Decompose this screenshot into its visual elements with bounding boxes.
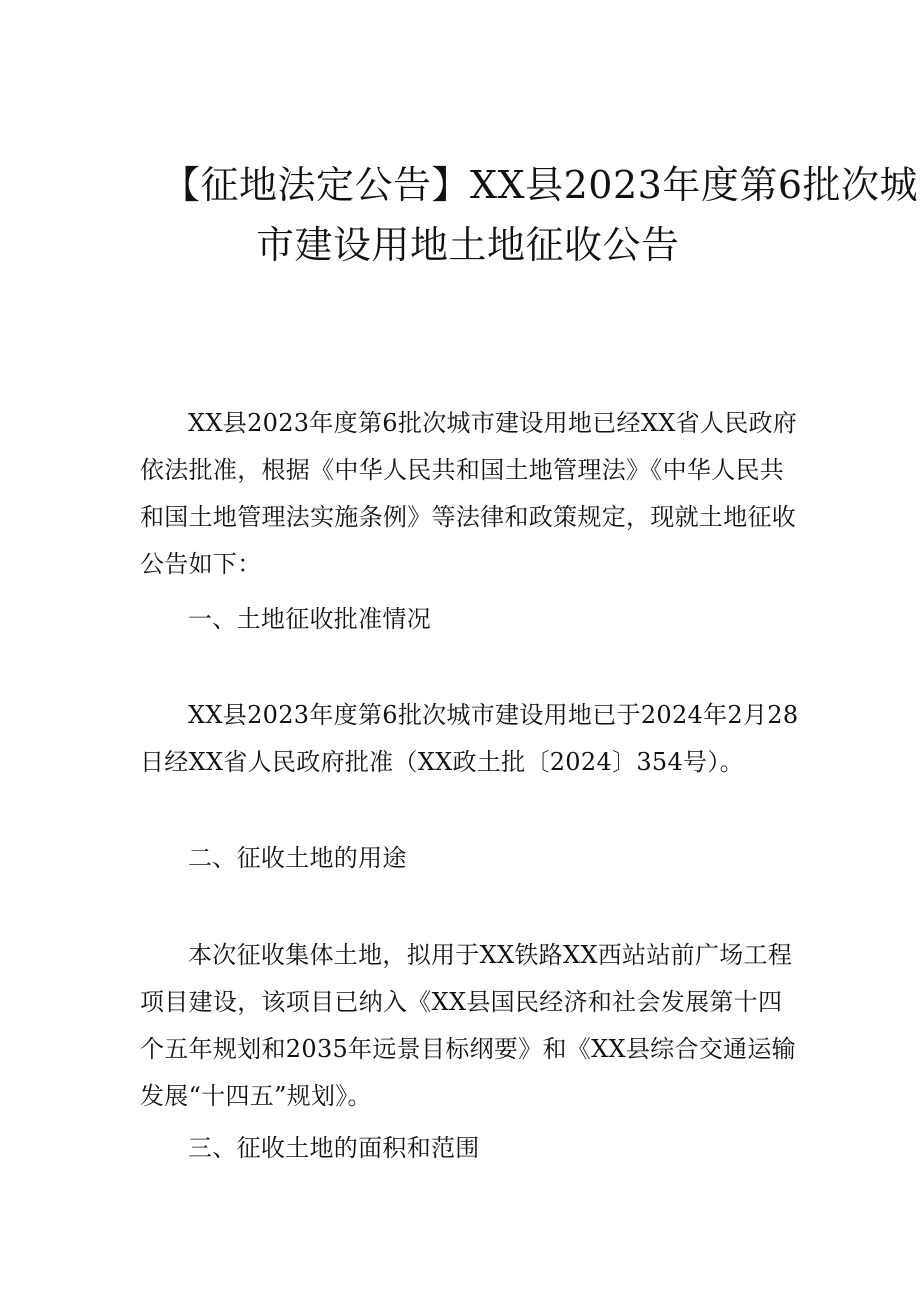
document-title	[162, 155, 918, 275]
intro-paragraph: XX县2023年度第6批次城市建设用地已经XX省人民政府依法批准，根据《中华人民共和国土地管理法》《中华人民共和国土地管理法实施条例》等法律和政策规定，现就土地征收公告如下：	[140, 409, 798, 578]
title-line-1: 【征地法定公告】XX县2023年度第6批次城	[162, 163, 918, 208]
intro-paragraph-block	[140, 400, 800, 588]
section-2-paragraph-block	[140, 932, 800, 1120]
section-3-heading: 三、征收土地的面积和范围	[188, 1134, 480, 1162]
section-1-paragraph: XX县2023年度第6批次城市建设用地已于2024年2月28日经XX省人民政府批准（XX政土批〔2024〕354号）。	[140, 701, 799, 776]
title-line-2: 市建设用地土地征收公告	[256, 223, 680, 268]
section-1-heading: 一、土地征收批准情况	[188, 605, 431, 633]
section-1-paragraph-block	[140, 692, 800, 786]
section-1-heading-block	[140, 596, 800, 643]
section-2-heading: 二、征收土地的用途	[188, 844, 407, 872]
section-2-paragraph: 本次征收集体土地，拟用于XX铁路XX西站站前广场工程项目建设，该项目已纳入《XX县国民经济和社会发展第十四个五年规划和2035年远景目标纲要》和《XX县综合交通运输发展“十四五”规划》。	[140, 941, 796, 1110]
section-2-heading-block	[140, 835, 800, 882]
section-3-heading-block	[140, 1125, 800, 1172]
